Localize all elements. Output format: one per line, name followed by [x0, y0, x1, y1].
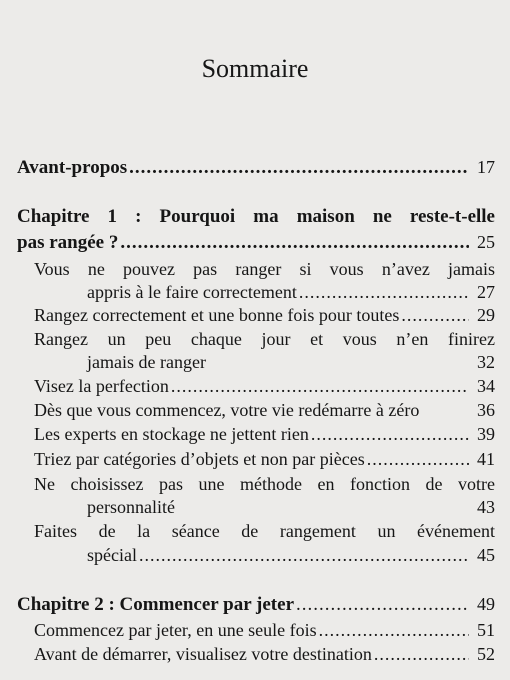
toc-page-number: 36 — [477, 400, 495, 420]
toc-entry-chapter-1 — [17, 232, 495, 254]
dot-leader — [139, 545, 469, 566]
toc-entry-text: Chapitre 2 : Commencer par jeter — [17, 594, 295, 615]
dot-leader — [120, 232, 469, 254]
toc-entry-avant-propos — [17, 157, 495, 179]
toc-chapter-1-title-line-1: Chapitre 1 : Pourquoi ma maison ne reste-t-elle — [17, 206, 495, 227]
dot-leader — [319, 620, 469, 641]
toc-entry-section-5 — [34, 400, 495, 421]
toc-section-1-line-1: Vous ne pouvez pas ranger si vous n’avez jamais — [34, 259, 495, 279]
dot-leader — [401, 305, 469, 326]
toc-page-number: 34 — [477, 376, 495, 396]
toc-page-number: 27 — [477, 282, 495, 302]
bleed-through-texture — [40, 0, 500, 60]
dot-leader — [299, 282, 469, 303]
toc-entry-section-11 — [34, 644, 495, 665]
dot-leader — [129, 157, 469, 179]
toc-entry-section-3 — [87, 352, 495, 373]
toc-entry-section-1 — [87, 282, 495, 303]
toc-page-number: 29 — [477, 305, 495, 325]
toc-entry-chapter-2 — [17, 594, 495, 616]
toc-entry-section-6 — [34, 424, 495, 445]
dot-leader — [374, 644, 469, 665]
dot-leader — [367, 449, 469, 470]
toc-entry-text: jamais de ranger — [87, 352, 206, 372]
dot-leader — [171, 376, 469, 397]
toc-entry-text: Commencez par jeter, en une seule fois — [34, 620, 317, 640]
dot-leader — [311, 424, 469, 445]
toc-page-number: 45 — [477, 545, 495, 565]
toc-page-number: 25 — [477, 232, 495, 252]
toc-entry-text: personnalité — [87, 497, 175, 517]
toc-entry-text: Avant-propos — [17, 157, 128, 178]
toc-entry-text: appris à le faire correctement — [87, 282, 297, 302]
toc-entry-section-4 — [34, 376, 495, 397]
toc-page-number: 49 — [477, 594, 495, 614]
toc-page-number: 41 — [477, 449, 495, 469]
dot-leader — [296, 594, 469, 616]
toc-entry-section-10 — [34, 620, 495, 641]
toc-section-8-line-1: Ne choisissez pas une méthode en fonction de votre — [34, 474, 495, 494]
toc-entry-text: Triez par catégories d’objets et non par pièces — [34, 449, 365, 469]
toc-entry-section-9 — [87, 545, 495, 566]
toc-entry-text: Dès que vous commencez, votre vie redémarre à zéro — [34, 400, 420, 420]
toc-page-number: 43 — [477, 497, 495, 517]
toc-entry-text: Visez la perfection — [34, 376, 169, 396]
toc-page-number: 32 — [477, 352, 495, 372]
toc-entry-section-2 — [34, 305, 495, 326]
toc-entry-text: Avant de démarrer, visualisez votre destination — [34, 644, 372, 664]
toc-page-number: 52 — [477, 644, 495, 664]
toc-section-9-line-1: Faites de la séance de rangement un événement — [34, 521, 495, 541]
toc-page-number: 51 — [477, 620, 495, 640]
toc-entry-text: Les experts en stockage ne jettent rien — [34, 424, 309, 444]
toc-entry-section-7 — [34, 449, 495, 470]
toc-page-number: 17 — [477, 157, 495, 177]
toc-entry-text: Rangez correctement et une bonne fois pour toutes — [34, 305, 400, 325]
toc-entry-section-8 — [87, 497, 495, 518]
toc-page-number: 39 — [477, 424, 495, 444]
toc-entry-text: pas rangée ? — [17, 232, 119, 253]
page-title: Sommaire — [201, 54, 309, 83]
toc-entry-text: spécial — [87, 545, 137, 565]
toc-section-3-line-1: Rangez un peu chaque jour et vous n’en finirez — [34, 329, 495, 349]
